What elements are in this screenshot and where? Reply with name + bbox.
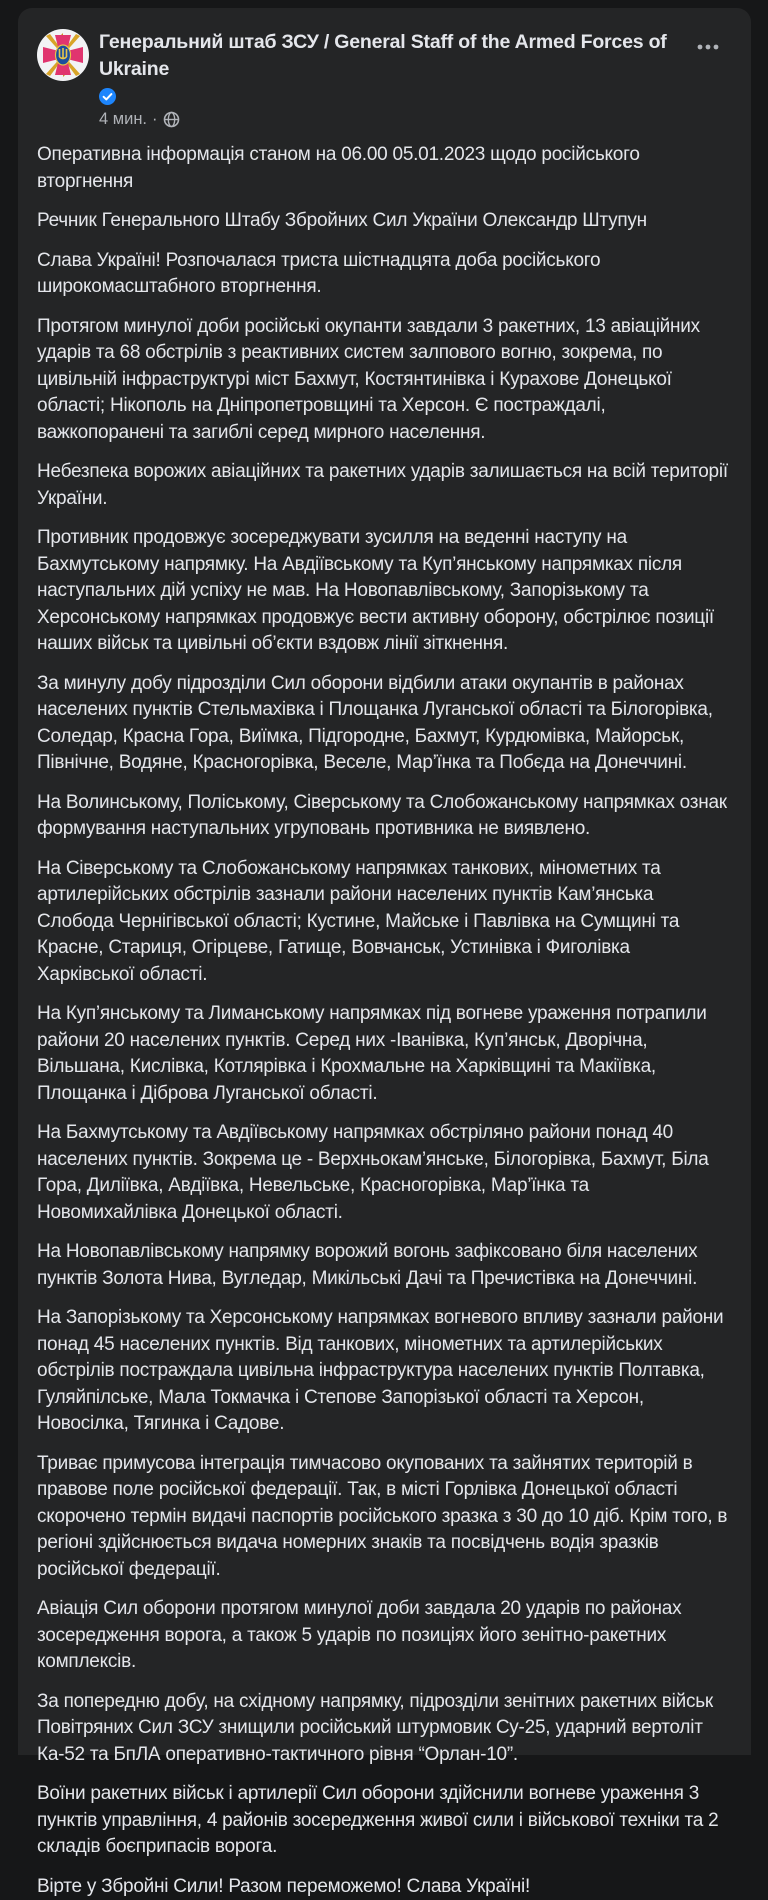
globe-icon (163, 111, 180, 128)
post-paragraph: На Сіверському та Слобожанському напрямках танкових, мінометних та артилерійських обстрілів зазнали райони населених пунктів Кам’янська Слобода Чернігівської області; Кустине, Майське і Павлівка на Сумщині та Красне, Стариця, Огірцеве, Гатище, Вовчанськ, Устинівка і Фиголівка Харківської області. (37, 856, 732, 989)
page-name-link[interactable]: Генеральний штаб ЗСУ / General Staff of the Armed Forces of Ukraine (99, 29, 682, 83)
meta-separator: · (152, 110, 158, 129)
header-text-block (99, 29, 732, 129)
post-paragraph: Воїни ракетних військ і артилерії Сил оборони здійснили вогневе ураження 3 пунктів управління, 4 районів зосередження живої сили і військової техніки та 2 складів боєприпасів ворога. (37, 1781, 732, 1861)
post-paragraph: Речник Генерального Штабу Збройних Сил України Олександр Штупун (37, 208, 732, 235)
post-paragraph: Авіація Сил оборони протягом минулої доби завдала 20 ударів по районах зосередження ворога, а також 5 ударів по позиціях його зенітно-ракетних комплексів. (37, 1596, 732, 1676)
post-paragraph: На Бахмутському та Авдіївському напрямках обстріляно райони понад 40 населених пунктів. Зокрема це - Верхньокам’янське, Білогорівка, Бахмут, Біла Гора, Диліївка, Авдіївка, Невельське, Красногорівка, Мар’їнка та Новомихайлівка Донецької області. (37, 1120, 732, 1226)
post-paragraph: За минулу добу підрозділи Сил оборони відбили атаки окупантів в районах населених пунктів Стельмахівка і Площанка Луганської області та Білогорівка, Соледар, Красна Гора, Виїмка, Підгородне, Бахмут, Курдюмівка, Майорськ, Північне, Водяне, Красногорівка, Веселе, Мар’їнка та Побєда на Донеччині. (37, 671, 732, 777)
post-paragraph: На Запорізькому та Херсонському напрямках вогневого впливу зазнали райони понад 45 населених пунктів. Від танкових, мінометних та артилерійських обстрілів постраждала цивільна інфраструктура населених пунктів Полтавка, Гуляйпілське, Мала Токмачка і Степове Запорізької області та Херсон, Новосілка, Тягинка і Садове. (37, 1305, 732, 1438)
post-header (37, 8, 732, 129)
post-body (37, 142, 732, 1900)
post-card (18, 8, 751, 1755)
post-paragraph: Триває примусова інтеграція тимчасово окупованих та зайнятих територій в правове поле російської федерації. Так, в місті Горлівка Донецької області скорочено термін видачі паспортів російського зразка з 30 до 10 діб. Крім того, в регіоні здійснюється видача номерних знаків та посвідчень водія зразків російської федерації. (37, 1451, 732, 1584)
post-paragraph: Оперативна інформація станом на 06.00 05.01.2023 щодо російського вторгнення (37, 142, 732, 195)
avatar[interactable] (37, 29, 89, 81)
post-paragraph: За попередню добу, на східному напрямку, підрозділи зенітних ракетних військ Повітряних Сил ЗСУ знищили російський штурмовик Су-25, ударний вертоліт Ка-52 та БпЛА оперативно-тактичного рівня “Орлан-10”. (37, 1689, 732, 1769)
post-paragraph: Противник продовжує зосереджувати зусилля на веденні наступу на Бахмутському напрямку. На Авдіївському та Куп’янському напрямках після наступальних дій успіху не мав. На Новопавлівському, Запорізькому та Херсонському напрямках продовжує вести активну оборону, обстрілює позиції наших військ та цивільні об’єкти вздовж лінії зіткнення. (37, 525, 732, 658)
badge-row (99, 88, 682, 105)
timestamp[interactable]: 4 мин. (99, 110, 147, 129)
post-paragraph: Вірте у Збройні Сили! Разом переможемо! Слава Україні! (37, 1874, 732, 1900)
general-staff-emblem-icon (37, 29, 89, 81)
post-paragraph: На Новопавлівському напрямку ворожий вогонь зафіксовано біля населених пунктів Золота Нива, Вугледар, Микільські Дачі та Пречистівка на Донеччині. (37, 1239, 732, 1292)
post-paragraph: На Волинському, Поліському, Сіверському та Слобожанському напрямках ознак формування наступальних угруповань противника не виявлено. (37, 790, 732, 843)
ellipsis-icon (697, 44, 719, 50)
post-paragraph: Протягом минулої доби російські окупанти завдали 3 ракетних, 13 авіаційних ударів та 68 обстрілів з реактивних систем залпового вогню, зокрема, по цивільній інфраструктурі міст Бахмут, Костянтинівка і Курахове Донецької області; Нікополь на Дніпропетровщині та Херсон. Є постраждалі, важкопоранені та загиблі серед мирного населення. (37, 314, 732, 447)
post-paragraph: Слава Україні! Розпочалася триста шістнадцята доба російського широкомасштабного вторгнення. (37, 248, 732, 301)
verified-badge-icon (99, 88, 116, 105)
more-options-button[interactable] (690, 29, 726, 65)
post-paragraph: На Куп’янському та Лиманському напрямках під вогневе ураження потрапили райони 20 населених пунктів. Серед них -Іванівка, Куп’янськ, Дворічна, Вільшана, Кислівка, Котлярівка і Крохмальне на Харківщині та Макіївка, Площанка і Діброва Луганської області. (37, 1001, 732, 1107)
post-paragraph: Небезпека ворожих авіаційних та ракетних ударів залишається на всій території України. (37, 459, 732, 512)
post-meta (99, 110, 682, 129)
